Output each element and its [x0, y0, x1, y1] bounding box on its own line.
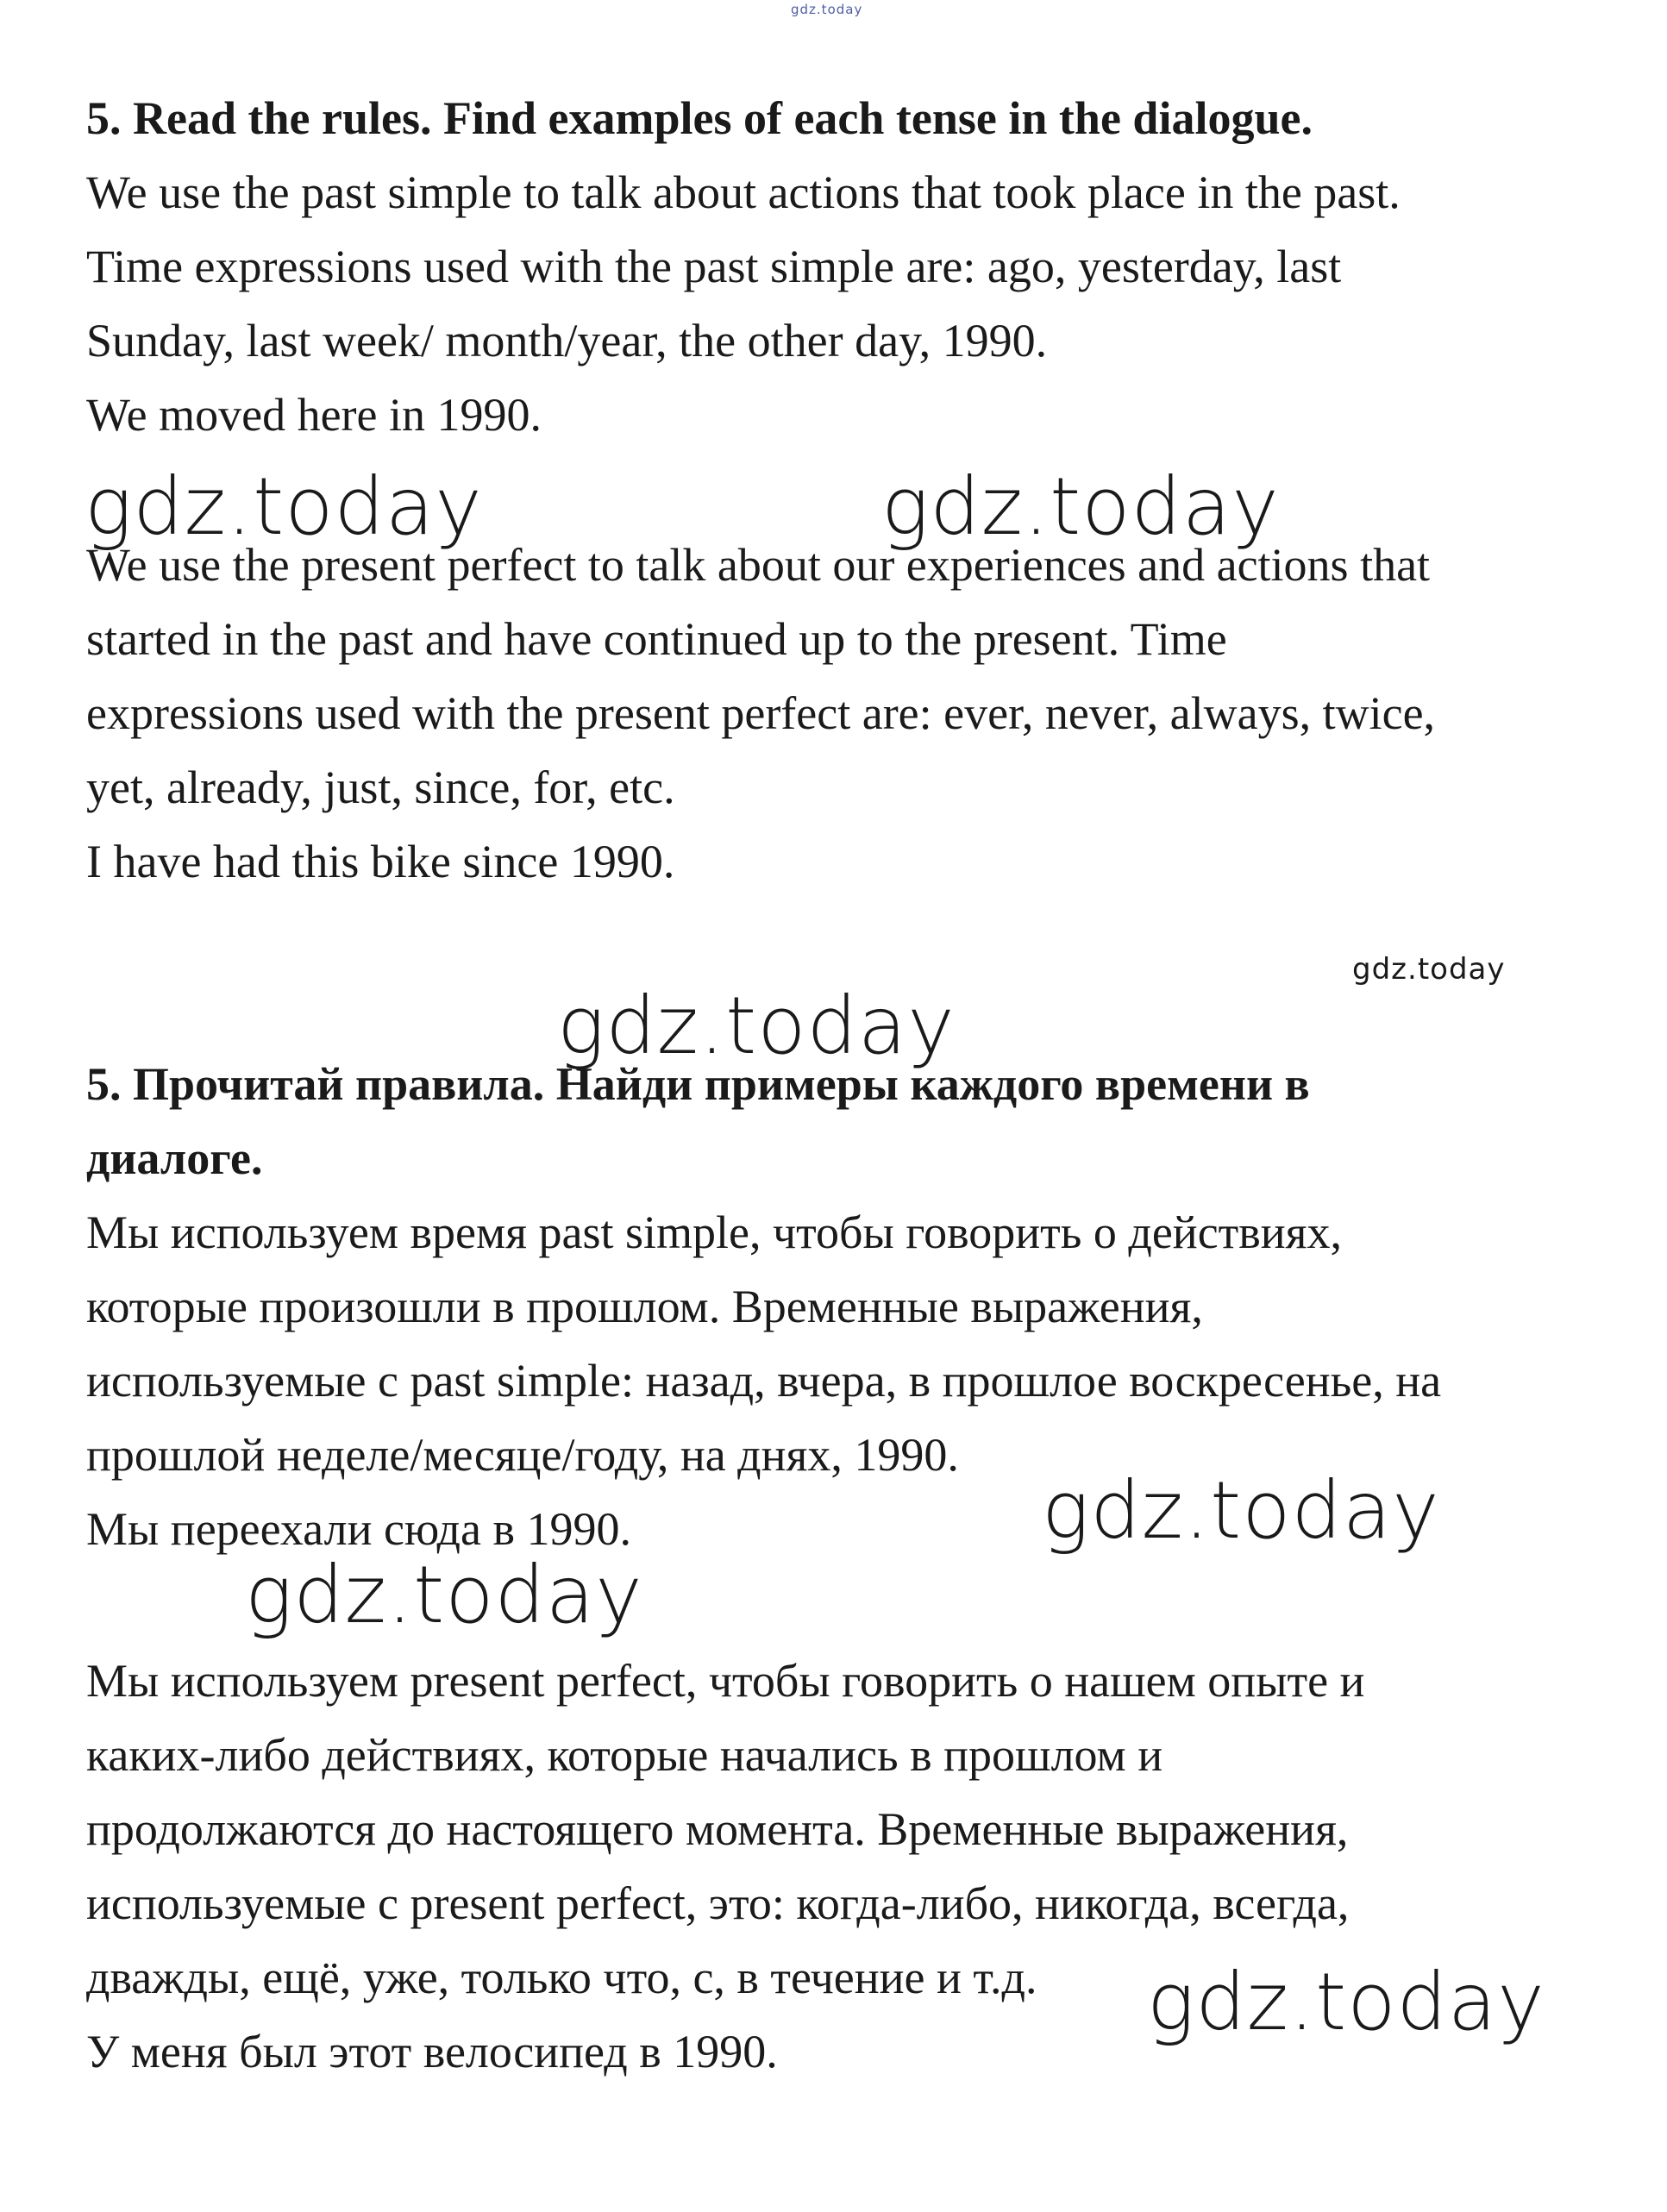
english-heading: 5. Read the rules. Find examples of each tense in the dialogue. [86, 92, 1313, 144]
russian-present-perfect-line-3: продолжаются до настоящего момента. Временные выражения, [86, 1803, 1349, 1855]
english-past-simple-line-1: We use the past simple to talk about actions that took place in the past. [86, 166, 1401, 218]
russian-present-perfect-line-5: дважды, ещё, уже, только что, с, в течение и т.д. [86, 1952, 1037, 2003]
russian-past-simple-line-1: Мы используем время past simple, чтобы говорить о действиях, [86, 1206, 1342, 1258]
russian-past-simple-line-4: прошлой неделе/месяце/году, на днях, 1990. [86, 1429, 959, 1481]
russian-present-perfect-example: У меня был этот велосипед в 1990. [86, 2026, 778, 2077]
watermark-2: gdz.today [881, 461, 1280, 553]
english-past-simple-line-2: Time expressions used with the past simple are: ago, yesterday, last [86, 241, 1342, 292]
english-present-perfect-line-3: expressions used with the present perfect are: ever, never, always, twice, [86, 687, 1436, 739]
english-present-perfect-line-1: We use the present perfect to talk about our experiences and actions that [86, 539, 1431, 591]
watermark-small-right: gdz.today [1352, 952, 1506, 987]
english-present-perfect-example: I have had this bike since 1990. [86, 836, 675, 887]
watermark-5: gdz.today [245, 1549, 643, 1641]
watermark-1: gdz.today [85, 461, 483, 553]
watermark-4: gdz.today [1042, 1464, 1440, 1557]
english-present-perfect-line-4: yet, already, just, since, for, etc. [86, 761, 675, 813]
watermark-top: gdz.today [791, 2, 863, 17]
watermark-3: gdz.today [557, 980, 956, 1072]
russian-past-simple-line-2: которые произошли в прошлом. Временные выражения, [86, 1281, 1203, 1332]
russian-heading-line-2: диалоге. [86, 1132, 263, 1184]
russian-present-perfect-line-2: каких-либо действиях, которые начались в прошлом и [86, 1729, 1163, 1781]
english-past-simple-example: We moved here in 1990. [86, 389, 542, 441]
russian-present-perfect-line-1: Мы используем present perfect, чтобы говорить о нашем опыте и [86, 1655, 1365, 1707]
russian-present-perfect-line-4: используемые с present perfect, это: когда-либо, никогда, всегда, [86, 1877, 1350, 1929]
watermark-6: gdz.today [1147, 1956, 1545, 2048]
english-present-perfect-line-2: started in the past and have continued up to the present. Time [86, 613, 1227, 665]
english-past-simple-line-3: Sunday, last week/ month/year, the other day, 1990. [86, 315, 1048, 367]
russian-heading-line-1: 5. Прочитай правила. Найди примеры каждого времени в [86, 1058, 1310, 1110]
russian-past-simple-example: Мы переехали сюда в 1990. [86, 1503, 631, 1555]
russian-past-simple-line-3: используемые с past simple: назад, вчера, в прошлое воскресенье, на [86, 1355, 1442, 1407]
